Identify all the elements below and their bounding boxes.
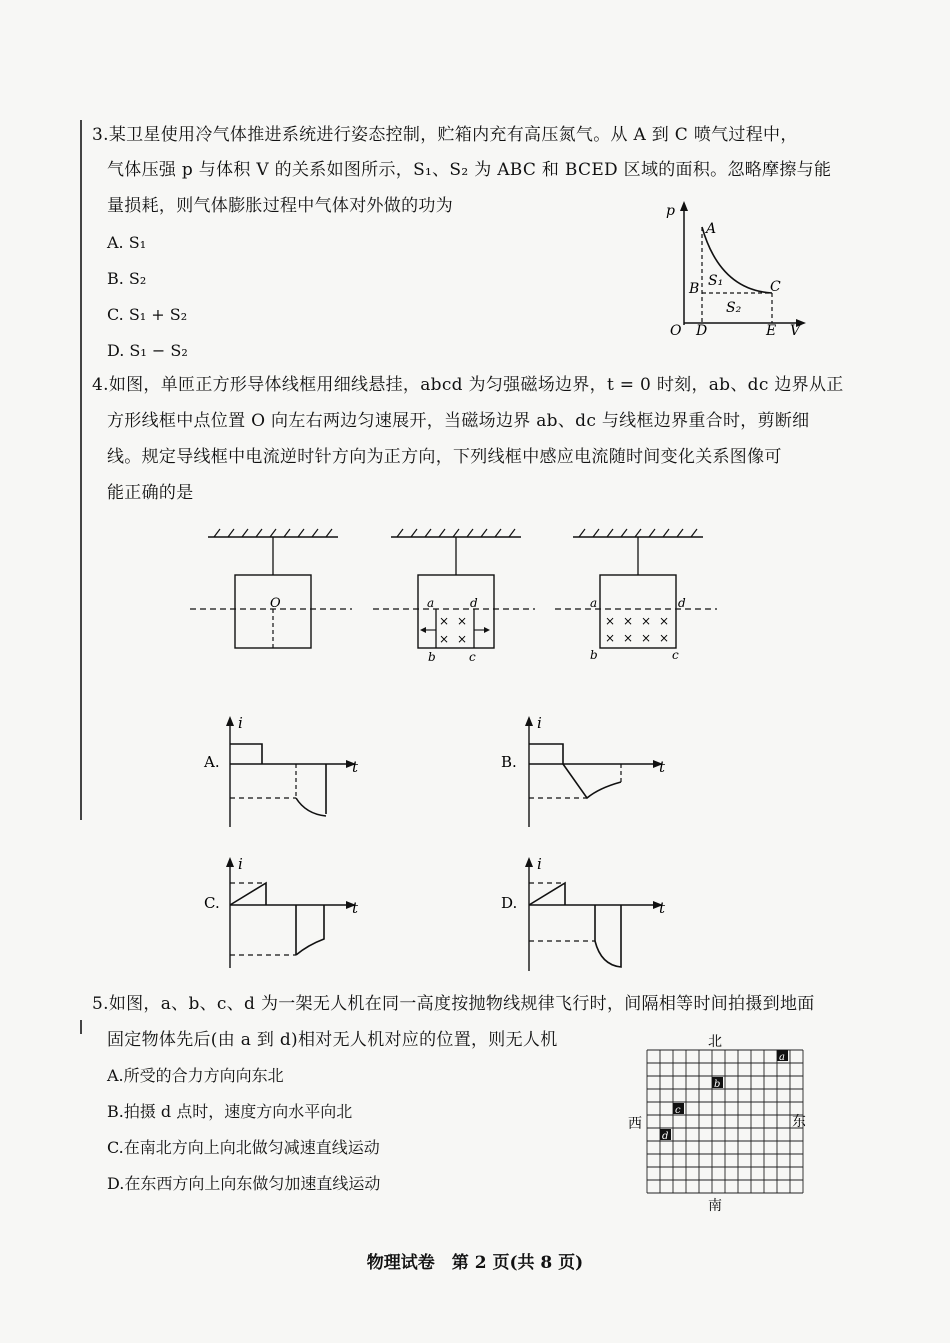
q5-option-d: D.在东西方向上向东做匀加速直线运动	[107, 1174, 381, 1193]
pv-origin-label: O	[670, 323, 682, 339]
graph-option-b	[497, 712, 677, 832]
setup-3-cross-6: ×	[623, 631, 634, 645]
setup-3-c-label: c	[672, 648, 679, 662]
q3-line-2: 气体压强 p 与体积 V 的关系如图所示，S₁、S₂ 为 ABC 和 BCED 区域的面积。忽略摩擦与能	[107, 160, 832, 180]
setup-3-cross-5: ×	[605, 631, 616, 645]
pv-area-s2: S₂	[726, 300, 742, 316]
graph-a-x-label: t	[352, 758, 359, 776]
pv-point-d: D	[696, 323, 708, 339]
q3-option-a: A. S₁	[107, 233, 147, 252]
grid-point-c-label: c	[675, 1105, 681, 1116]
q4-line-4: 能正确的是	[107, 483, 194, 503]
setup-3-cross-2: ×	[623, 614, 634, 628]
graph-c-y-label: i	[238, 855, 243, 873]
setup-2-c-label: c	[469, 650, 476, 664]
setup-2-cross-3: ×	[439, 632, 450, 646]
pv-diagram	[660, 195, 810, 340]
graph-d-y-label: i	[537, 855, 542, 873]
grid-north-label: 北	[708, 1034, 722, 1050]
graph-b-y-label: i	[537, 714, 542, 732]
page-footer: 物理试卷 第 2 页(共 8 页)	[366, 1253, 584, 1273]
graph-c-label: C.	[204, 894, 220, 912]
q5-line-1: 5.如图，a、b、c、d 为一架无人机在同一高度按抛物线规律飞行时，间隔相等时间拍摄到地面	[92, 994, 815, 1014]
margin-line	[80, 120, 82, 820]
setup-diagram-1	[190, 525, 360, 655]
q5-option-b: B.拍摄 d 点时，速度方向水平向北	[107, 1102, 353, 1121]
setup-2-d-label: d	[470, 596, 478, 610]
setup-3-a-label: a	[590, 596, 598, 610]
graph-a-label: A.	[204, 753, 220, 771]
position-grid	[620, 1030, 820, 1220]
q4-line-2: 方形线框中点位置 O 向左右两边匀速展开，当磁场边界 ab、dc 与线框边界重合时，剪断细	[107, 411, 810, 431]
graph-option-a	[200, 712, 370, 832]
graph-b-x-label: t	[659, 758, 666, 776]
pv-point-e: E	[766, 323, 777, 339]
grid-west-label: 西	[628, 1116, 642, 1132]
q5-option-a: A.所受的合力方向向东北	[107, 1066, 284, 1085]
q5-option-c: C.在南北方向上向北做匀减速直线运动	[107, 1138, 380, 1157]
q3-option-c: C. S₁ + S₂	[107, 305, 188, 324]
grid-point-b-label: b	[714, 1079, 721, 1090]
setup-diagram-3	[555, 525, 725, 665]
setup-2-cross-2: ×	[457, 614, 468, 628]
pv-point-b: B	[689, 281, 700, 297]
setup-3-cross-4: ×	[659, 614, 670, 628]
graph-b-label: B.	[501, 753, 517, 771]
pv-x-axis-label: V	[790, 323, 801, 339]
setup-1-o-label: O	[270, 596, 281, 611]
setup-2-cross-4: ×	[457, 632, 468, 646]
setup-3-cross-7: ×	[641, 631, 652, 645]
pv-area-s1: S₁	[708, 273, 724, 289]
pv-point-a: A	[706, 221, 717, 237]
q3-option-d: D. S₁ − S₂	[107, 341, 188, 360]
grid-point-d-label: d	[662, 1131, 669, 1142]
q3-line-3: 量损耗，则气体膨胀过程中气体对外做的功为	[107, 196, 453, 216]
grid-south-label: 南	[708, 1198, 722, 1214]
graph-option-c	[200, 853, 370, 973]
q3-option-b: B. S₂	[107, 269, 147, 288]
graph-option-d	[497, 853, 677, 978]
grid-east-label: 东	[792, 1114, 806, 1130]
q4-line-3: 线。规定导线框中电流逆时针方向为正方向，下列线框中感应电流随时间变化关系图像可	[107, 447, 782, 467]
setup-diagram-2	[373, 525, 543, 665]
setup-3-d-label: d	[678, 596, 686, 610]
graph-c-x-label: t	[352, 899, 359, 917]
grid-lines	[647, 1050, 803, 1193]
q3-line-1: 3.某卫星使用冷气体推进系统进行姿态控制，贮箱内充有高压氮气。从 A 到 C 喷气过程中，	[92, 125, 798, 145]
q4-line-1: 4.如图，单匝正方形导体线框用细线悬挂，abcd 为匀强磁场边界，t = 0 时刻，ab、dc 边界从正	[92, 375, 844, 395]
setup-3-cross-1: ×	[605, 614, 616, 628]
setup-3-cross-3: ×	[641, 614, 652, 628]
setup-2-b-label: b	[428, 650, 436, 664]
pv-y-axis-label: p	[666, 203, 675, 219]
graph-d-x-label: t	[659, 899, 666, 917]
setup-2-cross-1: ×	[439, 614, 450, 628]
q5-line-2: 固定物体先后(由 a 到 d)相对无人机对应的位置，则无人机	[107, 1030, 558, 1050]
pv-point-c: C	[770, 279, 781, 295]
graph-a-y-label: i	[238, 714, 243, 732]
setup-3-b-label: b	[590, 648, 598, 662]
setup-2-a-label: a	[427, 596, 435, 610]
setup-3-cross-8: ×	[659, 631, 670, 645]
margin-tick	[80, 1020, 82, 1034]
grid-point-a-label: a	[779, 1052, 785, 1063]
graph-d-label: D.	[501, 894, 518, 912]
